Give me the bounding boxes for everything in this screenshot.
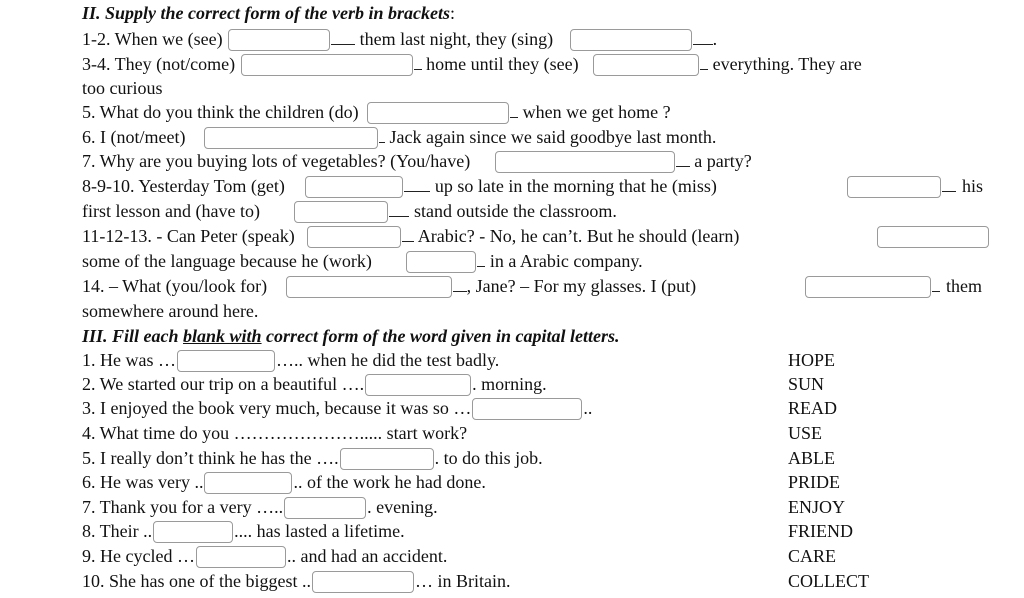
q14-text-a: 14. – What (you/look for) — [82, 276, 268, 296]
answer-box-8[interactable] — [305, 176, 403, 198]
capital-word-10: COLLECT — [788, 571, 869, 591]
exercise-item-6 — [82, 471, 486, 495]
exercise-item-4 — [82, 422, 467, 446]
question-8-10 — [82, 175, 717, 199]
item-text-a: 2. We started our trip on a beautiful …. — [82, 374, 365, 394]
question-8-continued — [82, 200, 617, 224]
blank-line — [389, 202, 409, 217]
answer-box-6[interactable] — [204, 127, 378, 149]
capital-word-2: SUN — [788, 374, 825, 394]
q11-right — [876, 225, 990, 249]
blank-line — [932, 277, 940, 292]
item-text-b: .... has lasted a lifetime. — [234, 521, 405, 541]
exercise-item-10 — [82, 570, 510, 594]
item-text-a: 7. Thank you for a very ….. — [82, 497, 284, 517]
q14-text-c: them — [946, 276, 982, 296]
exercise-item-3 — [82, 397, 592, 421]
q8b-text-a: first lesson and (have to) — [82, 201, 260, 221]
q14-text-b: , Jane? – For my glasses. I (put) — [466, 276, 697, 296]
item-text-b: .. of the work he had done. — [293, 472, 486, 492]
section-2-heading — [82, 2, 455, 26]
question-7 — [82, 150, 752, 174]
exercise-item-2 — [82, 373, 547, 397]
item-text-a: 8. Their .. — [82, 521, 153, 541]
q11b-text-b: in a Arabic company. — [489, 251, 643, 271]
q3-text-continued: too curious — [82, 78, 163, 98]
section-3-heading-a: III. Fill each — [82, 326, 184, 346]
capital-word-4: USE — [788, 423, 823, 443]
q8-text-c: his — [962, 176, 984, 196]
q1-text-b: them last night, they (sing) — [359, 29, 554, 49]
q7-text-b: a party? — [694, 151, 752, 171]
section-3-heading — [82, 325, 620, 349]
capital-word-1: HOPE — [788, 350, 836, 370]
capital-word-5: ABLE — [788, 448, 835, 468]
blank-line — [676, 152, 690, 167]
capital-word-3: READ — [788, 398, 837, 418]
capital-word-7: ENJOY — [788, 497, 845, 517]
answer-box-1[interactable] — [228, 29, 330, 51]
q5-text-a: 5. What do you think the children (do) — [82, 102, 359, 122]
q3-text-c: everything. They are — [712, 54, 862, 74]
blank-line — [414, 55, 422, 70]
item-text-b: .. — [583, 398, 593, 418]
item-text-a: 9. He cycled … — [82, 546, 195, 566]
q14-right — [804, 275, 940, 299]
q6-text-a: 6. I (not/meet) — [82, 127, 186, 147]
section-3-heading-b: blank with — [183, 326, 262, 346]
capital-word-6: PRIDE — [788, 472, 841, 492]
q11-text-a: 11-12-13. - Can Peter (speak) — [82, 226, 295, 246]
answer-box-ex-7[interactable] — [284, 497, 366, 519]
answer-box-13[interactable] — [406, 251, 476, 273]
q6-text-b: Jack again since we said goodbye last month. — [389, 127, 717, 147]
question-11-13 — [82, 225, 739, 249]
question-11-continued — [82, 250, 643, 274]
exercise-item-9 — [82, 545, 447, 569]
answer-box-ex-5[interactable] — [340, 448, 434, 470]
answer-box-2[interactable] — [570, 29, 692, 51]
item-text-b: .. and had an accident. — [286, 546, 448, 566]
answer-box-ex-2[interactable] — [365, 374, 471, 396]
answer-box-ex-10[interactable] — [312, 571, 414, 593]
item-text-b: . evening. — [367, 497, 438, 517]
q5-text-b: when we get home ? — [522, 102, 671, 122]
exercise-item-8 — [82, 520, 405, 544]
heading-colon: : — [449, 3, 455, 23]
question-6 — [82, 126, 716, 150]
answer-box-ex-9[interactable] — [196, 546, 286, 568]
q1-text-a: 1-2. When we (see) — [82, 29, 223, 49]
capital-word-8: FRIEND — [788, 521, 854, 541]
item-text-b: . morning. — [472, 374, 547, 394]
answer-box-ex-8[interactable] — [153, 521, 233, 543]
blank-line — [331, 30, 355, 45]
exercise-item-1 — [82, 349, 499, 373]
answer-box-7[interactable] — [495, 151, 675, 173]
section-2-heading-text: II. Supply the correct form of the verb in brackets — [82, 3, 450, 23]
q8b-text-b: stand outside the classroom. — [413, 201, 617, 221]
q8-text-b: up so late in the morning that he (miss) — [434, 176, 717, 196]
answer-box-15[interactable] — [805, 276, 931, 298]
capital-word-9: CARE — [788, 546, 837, 566]
blank-line — [477, 252, 485, 267]
exercise-item-7 — [82, 496, 438, 520]
answer-box-12[interactable] — [877, 226, 989, 248]
question-14 — [82, 275, 696, 299]
item-text-a: 1. He was … — [82, 350, 176, 370]
question-5 — [82, 101, 671, 125]
item-text-b: . to do this job. — [434, 448, 543, 468]
item-text-a: 6. He was very .. — [82, 472, 204, 492]
blank-line — [942, 177, 956, 192]
answer-box-9[interactable] — [847, 176, 941, 198]
item-text-b: ….. when he did the test badly. — [275, 350, 500, 370]
answer-box-10[interactable] — [294, 201, 388, 223]
item-text-b: … in Britain. — [414, 571, 511, 591]
section-3-heading-c: correct form of the word given in capital letters. — [261, 326, 620, 346]
blank-line — [402, 227, 414, 242]
answer-box-ex-3[interactable] — [472, 398, 582, 420]
q11-text-b: Arabic? - No, he can’t. But he should (learn) — [417, 226, 740, 246]
q3-text-a: 3-4. They (not/come) — [82, 54, 236, 74]
blank-line — [453, 277, 467, 292]
q11b-text-a: some of the language because he (work) — [82, 251, 372, 271]
item-text-a: 5. I really don’t think he has the …. — [82, 448, 339, 468]
q3-text-b: home until they (see) — [426, 54, 579, 74]
blank-line — [379, 128, 385, 143]
exercise-item-5 — [82, 447, 543, 471]
answer-box-3[interactable] — [241, 54, 413, 76]
answer-box-ex-6[interactable] — [204, 472, 292, 494]
item-text-a: 10. She has one of the biggest .. — [82, 571, 311, 591]
blank-line — [693, 30, 713, 45]
item-text-a: 4. What time do you …………………..... start work? — [82, 423, 468, 443]
question-3-4 — [82, 53, 862, 77]
answer-box-5[interactable] — [367, 102, 509, 124]
blank-line — [404, 177, 430, 192]
answer-box-4[interactable] — [593, 54, 699, 76]
blank-line — [700, 55, 708, 70]
item-text-a: 3. I enjoyed the book very much, because it was so … — [82, 398, 472, 418]
q8-right — [846, 175, 956, 199]
q7-text-a: 7. Why are you buying lots of vegetables? (You/have) — [82, 151, 471, 171]
q8-text-a: 8-9-10. Yesterday Tom (get) — [82, 176, 285, 196]
answer-box-14[interactable] — [286, 276, 452, 298]
q1-text-c: . — [712, 29, 718, 49]
question-1-2 — [82, 28, 717, 52]
answer-box-ex-1[interactable] — [177, 350, 275, 372]
q14-text-continued: somewhere around here. — [82, 301, 259, 321]
answer-box-11[interactable] — [307, 226, 401, 248]
blank-line — [510, 103, 518, 118]
